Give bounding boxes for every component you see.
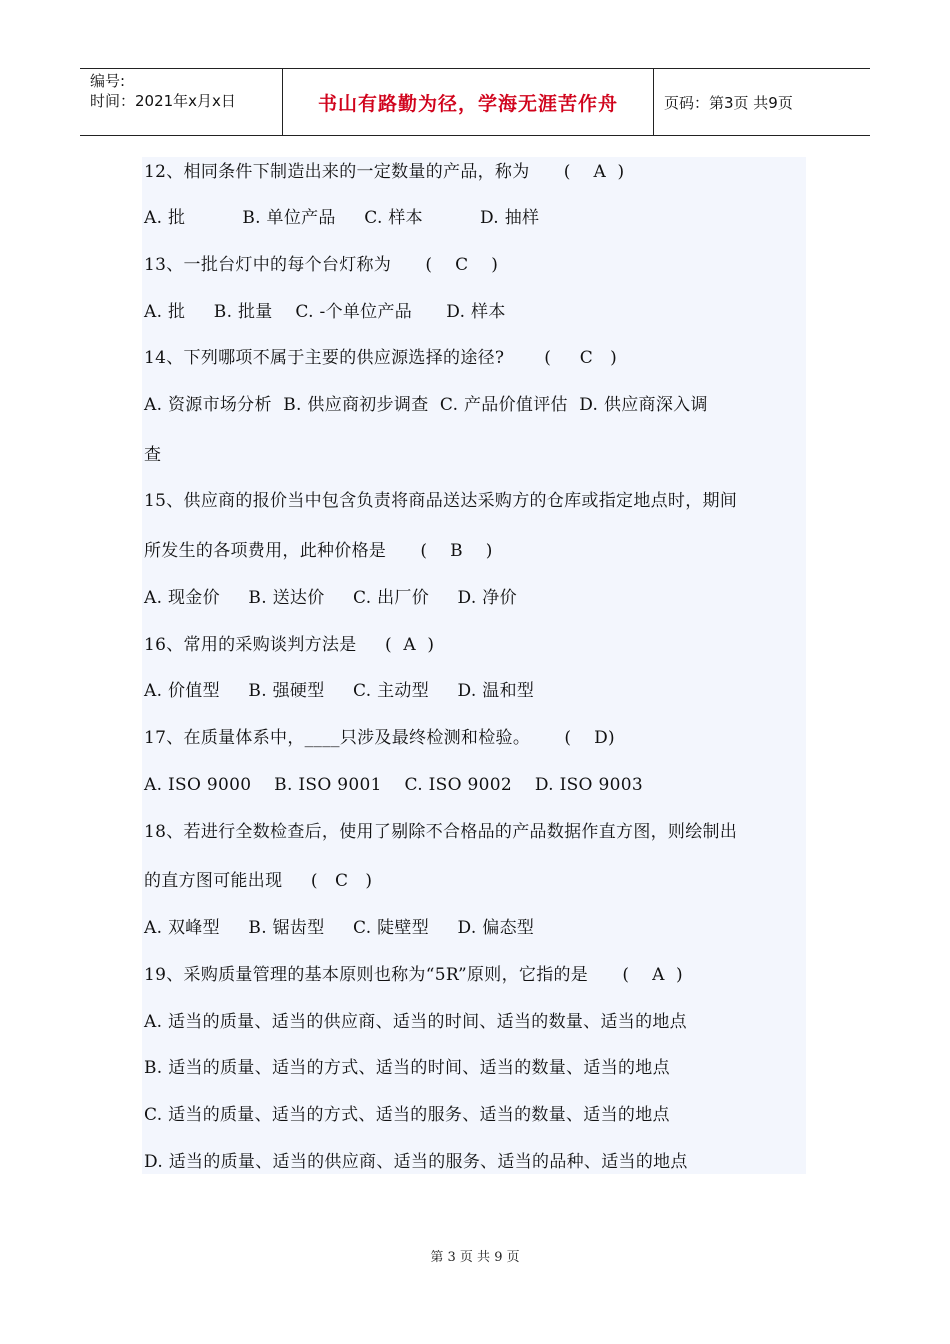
- header-page-info: 页码：第3页 共9页: [664, 93, 793, 112]
- document-time-label: 时间：2021年x月x日: [90, 92, 236, 110]
- options-line: A. 批 B. 单位产品 C. 样本 D. 抽样: [144, 208, 540, 228]
- header-meta: [80, 69, 282, 135]
- page-header: [80, 68, 870, 136]
- options-line: A. 价值型 B. 强硬型 C. 主动型 D. 温和型: [144, 681, 535, 701]
- options-line: A. 资源市场分析 B. 供应商初步调查 C. 产品价值评估 D. 供应商深入调: [144, 395, 708, 415]
- question-line: 12、相同条件下制造出来的一定数量的产品，称为 ( A ): [144, 162, 625, 182]
- options-line: D. 适当的质量、适当的供应商、适当的服务、适当的品种、适当的地点: [144, 1152, 688, 1172]
- question-line: 17、在质量体系中，____只涉及最终检测和检验。 ( D): [144, 728, 615, 748]
- options-line: A. 批 B. 批量 C. -个单位产品 D. 样本: [144, 302, 506, 322]
- question-line: 19、采购质量管理的基本原则也称为“5R”原则，它指的是 ( A ): [144, 965, 683, 985]
- page-footer: 第 3 页 共 9 页: [430, 1250, 520, 1265]
- options-line: C. 适当的质量、适当的方式、适当的服务、适当的数量、适当的地点: [144, 1105, 670, 1125]
- options-line: A. ISO 9000 B. ISO 9001 C. ISO 9002 D. ISO 9003: [144, 775, 643, 795]
- question-body: [142, 157, 806, 1174]
- options-line: A. 双峰型 B. 锯齿型 C. 陡壁型 D. 偏态型: [144, 918, 535, 938]
- question-line: 16、常用的采购谈判方法是 ( A ): [144, 635, 435, 655]
- question-line: 13、一批台灯中的每个台灯称为 ( C ): [144, 255, 499, 275]
- question-line: 的直方图可能出现 ( C ): [144, 871, 373, 891]
- options-line: B. 适当的质量、适当的方式、适当的时间、适当的数量、适当的地点: [144, 1058, 670, 1078]
- document-number-label: 编号:: [90, 72, 126, 90]
- question-line: 15、供应商的报价当中包含负责将商品送达采购方的仓库或指定地点时，期间: [144, 491, 738, 511]
- options-line: A. 现金价 B. 送达价 C. 出厂价 D. 净价: [144, 588, 517, 608]
- options-line: A. 适当的质量、适当的供应商、适当的时间、适当的数量、适当的地点: [144, 1012, 687, 1032]
- header-motto: 书山有路勤为径，学海无涯苦作舟: [282, 69, 654, 135]
- question-line: 所发生的各项费用，此种价格是 ( B ): [144, 541, 493, 561]
- question-line: 14、下列哪项不属于主要的供应源选择的途径? ( C ): [144, 348, 618, 368]
- options-line: 查: [144, 445, 162, 465]
- question-line: 18、若进行全数检查后，使用了剔除不合格品的产品数据作直方图，则绘制出: [144, 822, 738, 842]
